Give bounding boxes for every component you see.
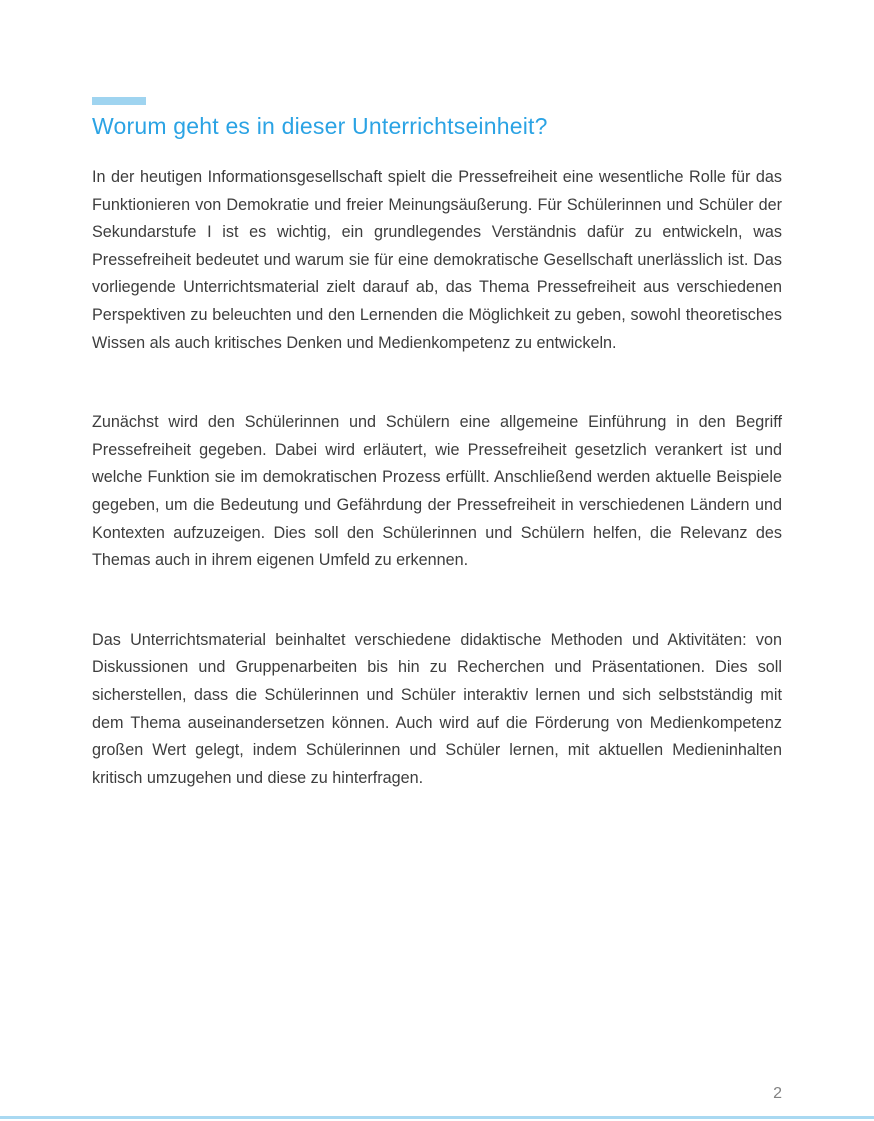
page-number: 2 xyxy=(773,1085,782,1102)
footer-divider xyxy=(0,1116,874,1119)
heading-accent-bar xyxy=(92,97,146,105)
page-title: Worum geht es in dieser Unterrichtseinheit? xyxy=(92,113,548,139)
page-content xyxy=(92,97,782,844)
methods-paragraph: Das Unterrichtsmaterial beinhaltet verschiedene didaktische Methoden und Aktivitäten: von Diskussionen und Gruppenarbeiten bis hin zu Recherchen und Präsentationen. Dies soll sicherstellen, dass die Schülerinnen und Schüler interaktiv lernen und sich selbstständig mit dem Thema auseinandersetzen können. Auch wird auf die Förderung von Medienkompetenz großen Wert gelegt, indem Schülerinnen und Schüler lernen, mit aktuellen Medieninhalten kritisch umzugehen und diese zu hinterfragen. xyxy=(92,630,782,787)
overview-paragraph: Zunächst wird den Schülerinnen und Schülern eine allgemeine Einführung in den Begriff Pressefreiheit gegeben. Dabei wird erläutert, wie Pressefreiheit gesetzlich verankert ist und welche Funktion sie im demokratischen Prozess erfüllt. Anschließend werden aktuelle Beispiele gegeben, um die Bedeutung und Gefährdung der Pressefreiheit in verschiedenen Ländern und Kontexten aufzuzeigen. Dies soll den Schülerinnen und Schülern helfen, die Relevanz des Themas auch in ihrem eigenen Umfeld zu erkennen. xyxy=(92,413,782,570)
intro-paragraph: In der heutigen Informationsgesellschaft spielt die Pressefreiheit eine wesentliche Rolle für das Funktionieren von Demokratie und freier Meinungsäußerung. Für Schülerinnen und Schüler der Sekundarstufe I ist es wichtig, ein grundlegendes Verständnis dafür zu entwickeln, was Pressefreiheit bedeutet und warum sie für eine demokratische Gesellschaft unerlässlich ist. Das vorliegende Unterrichtsmaterial zielt darauf ab, das Thema Pressefreiheit aus verschiedenen Perspektiven zu beleuchten und den Lernenden die Möglichkeit zu geben, sowohl theoretisches Wissen als auch kritisches Denken und Medienkompetenz zu entwickeln. xyxy=(92,168,782,352)
